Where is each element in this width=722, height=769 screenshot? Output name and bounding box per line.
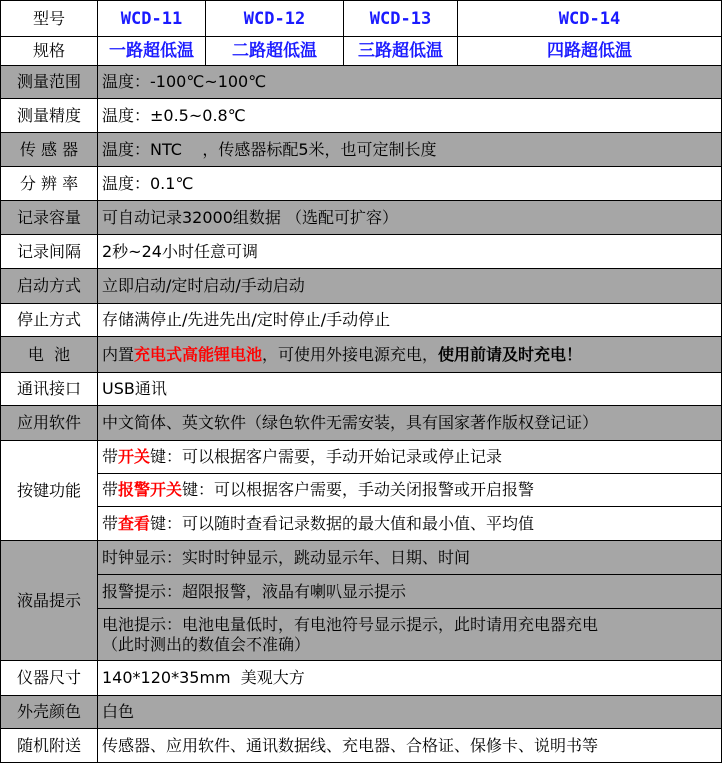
- row-label: 按键功能: [1, 441, 98, 541]
- battery-value: [98, 337, 722, 373]
- row-value: 传感器、应用软件、通讯数据线、充电器、合格证、保修卡、说明书等: [98, 729, 722, 763]
- lcd-item: [98, 609, 722, 661]
- row-label: 记录间隔: [1, 235, 98, 269]
- row-label: 电 池: [1, 337, 98, 373]
- row-label: 分 辨 率: [1, 167, 98, 201]
- key-name: 开关: [118, 447, 151, 466]
- row-value: 立即启动/定时启动/手动启动: [98, 269, 722, 304]
- row-value: 140*120*35mm 美观大方: [98, 661, 722, 696]
- row-value: 白色: [98, 696, 722, 729]
- row-value: USB通讯: [98, 373, 722, 406]
- key-pre: 带: [102, 480, 119, 499]
- battery-pre: 内置: [102, 344, 135, 364]
- row-label: 记录容量: [1, 201, 98, 235]
- model-cell: WCD-14: [458, 1, 722, 37]
- row-value: 温度：NTC ，传感器标配5米，也可定制长度: [98, 133, 722, 167]
- spec-cell: 二路超低温: [206, 37, 344, 66]
- key-name: 查看: [118, 513, 151, 533]
- battery-tail: 使用前请及时充电！: [438, 344, 583, 364]
- model-header: 型号: [1, 1, 98, 37]
- row-label: 仪器尺寸: [1, 661, 98, 696]
- row-label: 通讯接口: [1, 373, 98, 406]
- spec-cell: 四路超低温: [458, 37, 722, 66]
- lcd-line: （此时测出的数值会不准确）: [102, 634, 311, 654]
- row-label: 外壳颜色: [1, 696, 98, 729]
- spec-cell: 三路超低温: [344, 37, 458, 66]
- key-post: 键：可以随时查看记录数据的最大值和最小值、平均值: [150, 513, 535, 533]
- key-name: 报警开关: [118, 480, 183, 499]
- spec-header: 规格: [1, 37, 98, 66]
- row-label: 传 感 器: [1, 133, 98, 167]
- row-label: 测量精度: [1, 99, 98, 133]
- row-label: 停止方式: [1, 304, 98, 337]
- lcd-item: 时钟显示：实时时钟显示，跳动显示年、日期、时间: [98, 541, 722, 575]
- model-cell: WCD-12: [206, 1, 344, 37]
- key-item: [98, 474, 722, 507]
- key-pre: 带: [102, 513, 119, 533]
- spec-cell: 一路超低温: [98, 37, 206, 66]
- row-label: 液晶提示: [1, 541, 98, 661]
- row-label: 随机附送: [1, 729, 98, 763]
- row-value: 存储满停止/先进先出/定时停止/手动停止: [98, 304, 722, 337]
- lcd-item: 报警提示：超限报警，液晶有喇叭显示提示: [98, 575, 722, 609]
- key-item: [98, 441, 722, 474]
- model-cell: WCD-11: [98, 1, 206, 37]
- row-label: 应用软件: [1, 406, 98, 441]
- battery-highlight: 充电式高能锂电池: [134, 344, 263, 364]
- row-value: 可自动记录32000组数据 （选配可扩容）: [98, 201, 722, 235]
- row-value: 温度：0.1℃: [98, 167, 722, 201]
- key-post: 键：可以根据客户需要，手动关闭报警或开启报警: [182, 480, 535, 499]
- row-label: 启动方式: [1, 269, 98, 304]
- row-value: 温度：±0.5~0.8℃: [98, 99, 722, 133]
- lcd-line: 电池提示：电池电量低时，有电池符号显示提示，此时请用充电器充电: [102, 614, 599, 634]
- row-value: 中文简体、英文软件（绿色软件无需安装，具有国家著作版权登记证）: [98, 406, 722, 441]
- battery-mid: ，可使用外接电源充电，: [262, 344, 439, 364]
- model-cell: WCD-13: [344, 1, 458, 37]
- key-pre: 带: [102, 447, 119, 466]
- key-item: [98, 507, 722, 541]
- key-post: 键：可以根据客户需要，手动开始记录或停止记录: [150, 447, 503, 466]
- row-value: 温度：-100℃~100℃: [98, 66, 722, 99]
- row-label: 测量范围: [1, 66, 98, 99]
- row-value: 2秒~24小时任意可调: [98, 235, 722, 269]
